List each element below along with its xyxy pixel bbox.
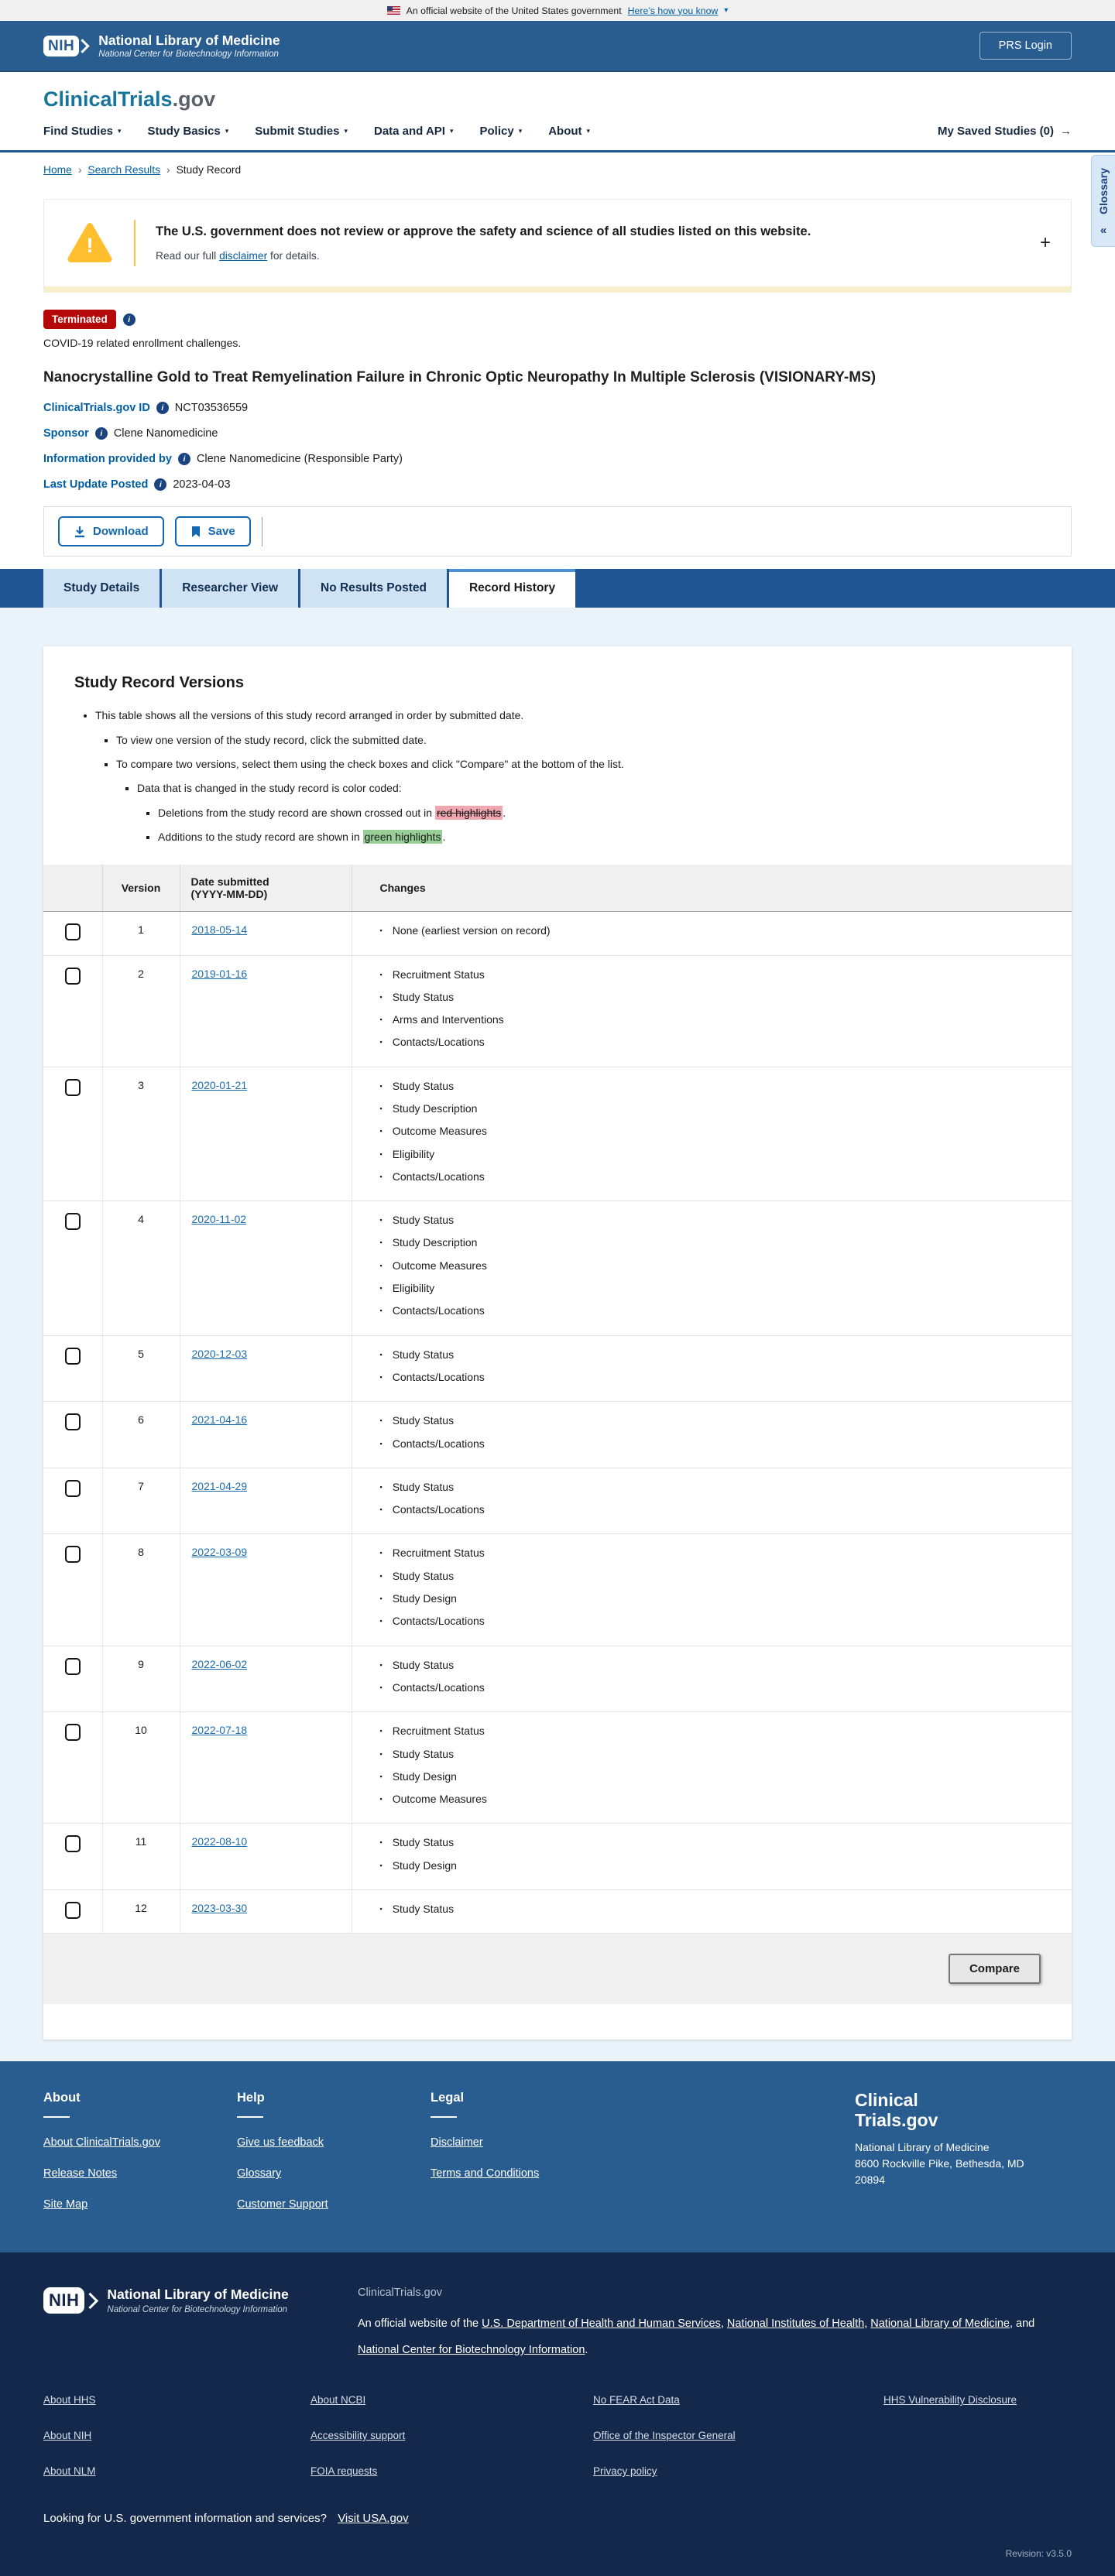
bookmark-icon bbox=[190, 526, 201, 538]
nav-item-submit-studies[interactable] bbox=[255, 125, 348, 138]
agency-link-column bbox=[883, 2394, 1017, 2501]
agency-link-column bbox=[310, 2394, 593, 2501]
disclaimer-link[interactable]: disclaimer bbox=[219, 250, 268, 262]
instruction-item: ▪ Data that is changed in the study record is color coded: ▪ Deletions from the study record are shown crossed out in red highlights . ▪ Additions to the study record are shown in green highlights . bbox=[137, 780, 1041, 844]
change-item: ▪ Study Status bbox=[380, 1901, 1072, 1917]
statement-separator: , and bbox=[1010, 2317, 1035, 2331]
date-link[interactable]: 2018-05-14 bbox=[191, 923, 248, 937]
breadcrumb-home[interactable]: Home bbox=[43, 164, 72, 176]
agency-link-about-nih[interactable]: About NIH bbox=[43, 2430, 92, 2441]
change-item: ▪ Study Status bbox=[380, 1078, 1072, 1094]
change-item: ▪ Study Status bbox=[380, 1413, 1072, 1428]
versions-table bbox=[43, 865, 1072, 2004]
version-checkbox[interactable] bbox=[65, 923, 81, 940]
version-checkbox[interactable] bbox=[65, 1348, 81, 1365]
table-row bbox=[43, 1824, 1072, 1890]
version-checkbox[interactable] bbox=[65, 1480, 81, 1497]
table-header-row bbox=[43, 865, 1072, 912]
agency-link-about-ncbi[interactable]: About NCBI bbox=[310, 2394, 366, 2406]
last-update-label: Last Update Posted bbox=[43, 478, 149, 492]
my-saved-studies-label: My Saved Studies (0) bbox=[937, 125, 1054, 138]
my-saved-studies-link[interactable] bbox=[938, 125, 1072, 138]
change-item: ▪ Study Description bbox=[380, 1235, 1072, 1250]
statement-link-national-library-of-medicine[interactable]: National Library of Medicine bbox=[870, 2317, 1010, 2331]
change-item: ▪ Recruitment Status bbox=[380, 1545, 1072, 1560]
version-number: 5 bbox=[102, 1335, 180, 1402]
info-icon[interactable]: i bbox=[156, 402, 169, 414]
version-number: 9 bbox=[102, 1646, 180, 1712]
footer-link-terms-and-conditions[interactable]: Terms and Conditions bbox=[431, 2167, 540, 2180]
tab-study-details[interactable]: Study Details bbox=[43, 569, 160, 608]
ncbi-org-name: National Center for Biotechnology Information bbox=[107, 2305, 288, 2315]
chevron-down-icon: ▾ bbox=[586, 127, 591, 135]
footer-link-about-clinicaltrials-gov[interactable]: About ClinicalTrials.gov bbox=[43, 2136, 160, 2150]
footer-brand-line2: Trials.gov bbox=[855, 2109, 938, 2130]
footer-address-line: National Library of Medicine bbox=[855, 2140, 990, 2153]
version-checkbox[interactable] bbox=[65, 1213, 81, 1230]
changes-list bbox=[352, 1347, 1072, 1386]
version-number: 3 bbox=[102, 1067, 180, 1201]
site-header bbox=[0, 72, 1115, 111]
nav-item-label: Data and API bbox=[374, 125, 445, 138]
expand-icon[interactable]: + bbox=[1039, 232, 1051, 253]
table-row bbox=[43, 1534, 1072, 1646]
disclaimer-subtext bbox=[156, 250, 811, 262]
agency-link-privacy-policy[interactable]: Privacy policy bbox=[593, 2465, 657, 2477]
breadcrumb-sep-icon: › bbox=[166, 164, 170, 176]
date-column-header: Date submitted (YYYY-MM-DD) bbox=[180, 865, 352, 912]
usa-gov-line bbox=[43, 2512, 1072, 2525]
glossary-label: Glossary bbox=[1097, 168, 1110, 214]
changes-list bbox=[352, 923, 1072, 938]
arrow-right-icon: → bbox=[1060, 125, 1072, 138]
date-link[interactable]: 2019-01-16 bbox=[191, 967, 248, 980]
chevron-down-icon: ▾ bbox=[118, 127, 122, 135]
gov-banner bbox=[0, 0, 1115, 21]
action-bar bbox=[43, 506, 1072, 557]
change-item: ▪ Study Status bbox=[380, 1479, 1072, 1495]
footer-brand-line1: Clinical bbox=[855, 2090, 918, 2111]
instruction-item: ▪ To compare two versions, select them using the check boxes and click "Compare" at the bottom of the list. ▪ Data that is changed in the study record is color coded: ▪ Deletions from the study record are shown crossed out in red highlights . ▪ Additions to the study record are shown in green highlights . bbox=[116, 756, 1041, 844]
table-row bbox=[43, 1646, 1072, 1712]
statement-separator: , bbox=[720, 2317, 727, 2331]
sponsor-value: Clene Nanomedicine bbox=[113, 427, 218, 440]
download-button[interactable] bbox=[58, 516, 164, 546]
breadcrumb-sep-icon: › bbox=[77, 164, 82, 176]
agency-link-grid bbox=[43, 2394, 1072, 2501]
main-nav bbox=[0, 125, 1115, 138]
footer-address-line: 20894 bbox=[855, 2173, 885, 2186]
table-row bbox=[43, 955, 1072, 1067]
nih-logo[interactable] bbox=[43, 36, 87, 57]
table-row bbox=[43, 912, 1072, 955]
logo-primary: ClinicalTrials bbox=[43, 87, 173, 111]
tab-record-history[interactable]: Record History bbox=[449, 569, 575, 608]
statement-separator: . bbox=[585, 2343, 588, 2356]
svg-text:!: ! bbox=[86, 232, 94, 257]
change-item: ▪ Study Status bbox=[380, 1746, 1072, 1762]
nav-item-label: Submit Studies bbox=[255, 125, 340, 138]
change-item: ▪ Outcome Measures bbox=[380, 1791, 1072, 1807]
version-number: 8 bbox=[102, 1534, 180, 1646]
footer-column-help bbox=[237, 2091, 431, 2229]
checkbox-column-header bbox=[43, 865, 102, 912]
agency-link-office-of-the-inspector-general[interactable]: Office of the Inspector General bbox=[593, 2430, 736, 2441]
nav-item-policy[interactable] bbox=[480, 125, 523, 138]
nih-logo-text: NIH bbox=[43, 2287, 84, 2314]
chevron-down-icon: ▾ bbox=[724, 6, 729, 15]
nav-item-data-and-api[interactable] bbox=[374, 125, 454, 138]
date-link[interactable]: 2023-03-30 bbox=[191, 1902, 248, 1915]
changes-list bbox=[352, 1078, 1072, 1184]
statement-prefix: An official website of the bbox=[358, 2317, 482, 2331]
info-icon[interactable]: i bbox=[95, 427, 108, 440]
change-item: ▪ Contacts/Locations bbox=[380, 1034, 1072, 1050]
how-you-know-link[interactable]: Here’s how you know bbox=[627, 5, 719, 16]
footer-link-glossary[interactable]: Glossary bbox=[237, 2167, 282, 2180]
change-item: ▪ Study Status bbox=[380, 1568, 1072, 1584]
footer-column-heading: About bbox=[43, 2091, 81, 2105]
change-item: ▪ Study Design bbox=[380, 1769, 1072, 1784]
page-title: Nanocrystalline Gold to Treat Remyelination Failure in Chronic Optic Neuropathy In Multiple Sclerosis (VISIONARY-MS) bbox=[43, 369, 877, 385]
change-item: ▪ Eligibility bbox=[380, 1280, 1072, 1296]
change-item: ▪ Contacts/Locations bbox=[380, 1169, 1072, 1184]
footer-address-line: 8600 Rockville Pike, Bethesda, MD bbox=[855, 2156, 1024, 2170]
nav-item-label: Find Studies bbox=[43, 125, 113, 138]
clinicaltrials-logo[interactable] bbox=[43, 87, 1072, 111]
change-item: ▪ Study Status bbox=[380, 1834, 1072, 1850]
table-row bbox=[43, 1402, 1072, 1468]
version-checkbox[interactable] bbox=[65, 1902, 81, 1919]
table-row bbox=[43, 1890, 1072, 1934]
agency-link-accessibility-support[interactable]: Accessibility support bbox=[310, 2430, 406, 2441]
change-item: ▪ Eligibility bbox=[380, 1146, 1072, 1162]
info-icon[interactable]: i bbox=[178, 453, 190, 465]
version-checkbox[interactable] bbox=[65, 1658, 81, 1675]
footer-column-heading: Legal bbox=[431, 2091, 465, 2105]
prs-login-button[interactable]: PRS Login bbox=[979, 32, 1072, 60]
logo-suffix: .gov bbox=[172, 87, 216, 111]
footer-link-site-map[interactable]: Site Map bbox=[43, 2198, 88, 2211]
sponsor-label: Sponsor bbox=[43, 427, 89, 440]
agency-link-no-fear-act-data[interactable]: No FEAR Act Data bbox=[593, 2394, 680, 2406]
change-item: ▪ Contacts/Locations bbox=[380, 1680, 1072, 1695]
nih-header bbox=[0, 21, 1115, 72]
nct-id-value: NCT03536559 bbox=[174, 402, 249, 415]
instruction-item: ▪ Additions to the study record are shown in green highlights . bbox=[158, 829, 1041, 844]
usa-gov-prompt: Looking for U.S. government information and services? bbox=[43, 2512, 328, 2525]
usa-gov-link[interactable]: Visit USA.gov bbox=[338, 2512, 409, 2525]
heading-underline bbox=[431, 2116, 457, 2118]
date-link[interactable]: 2022-08-10 bbox=[191, 1835, 248, 1848]
download-label: Download bbox=[93, 525, 149, 539]
version-number: 4 bbox=[102, 1201, 180, 1335]
compare-row bbox=[43, 1934, 1072, 2005]
footer-column-about bbox=[43, 2091, 237, 2229]
table-row bbox=[43, 1335, 1072, 1402]
heading-underline bbox=[237, 2116, 263, 2118]
footer-column-heading: Help bbox=[237, 2091, 265, 2105]
disclaimer-title: The U.S. government does not review or approve the safety and science of all studies listed on this website. bbox=[156, 224, 811, 238]
changes-list bbox=[352, 1545, 1072, 1629]
date-link[interactable]: 2020-11-02 bbox=[191, 1213, 247, 1226]
ncbi-org-name: National Center for Biotechnology Information bbox=[98, 49, 279, 59]
warning-triangle-icon bbox=[67, 222, 112, 264]
nav-item-label: Study Basics bbox=[147, 125, 221, 138]
tab-no-results-posted[interactable]: No Results Posted bbox=[300, 569, 447, 608]
nav-item-label: About bbox=[548, 125, 582, 138]
version-checkbox[interactable] bbox=[65, 968, 81, 985]
change-item: ▪ Contacts/Locations bbox=[380, 1436, 1072, 1451]
us-flag-icon bbox=[387, 6, 400, 15]
breadcrumb-search-results[interactable]: Search Results bbox=[87, 164, 160, 176]
version-checkbox[interactable] bbox=[65, 1546, 81, 1563]
date-link[interactable]: 2022-07-18 bbox=[191, 1724, 248, 1737]
version-checkbox[interactable] bbox=[65, 1413, 81, 1430]
status-note: COVID-19 related enrollment challenges. bbox=[43, 337, 242, 349]
section-heading: Study Record Versions bbox=[74, 674, 244, 692]
instruction-item: • This table shows all the versions of this study record arranged in order by submitted date. ▪ To view one version of the study record, click the submitted date. ▪ To compare two versions, select them using the check boxes and click "Compare" at the bottom of the list. ▪ Data that is changed in the study record is color coded: ▪ Deletions from the study record are shown crossed out in red highlights . ▪ Additions to the study record are shown in green highlights . bbox=[95, 707, 1041, 844]
record-history-card bbox=[43, 646, 1072, 2040]
info-provided-label: Information provided by bbox=[43, 453, 172, 466]
table-row bbox=[43, 1712, 1072, 1824]
footer-column-legal bbox=[431, 2091, 663, 2229]
agency-link-about-hhs[interactable]: About HHS bbox=[43, 2394, 96, 2406]
footer-link-disclaimer[interactable]: Disclaimer bbox=[431, 2136, 483, 2150]
date-link[interactable]: 2021-04-16 bbox=[191, 1413, 248, 1427]
version-number: 11 bbox=[102, 1824, 180, 1890]
change-item: ▪ Contacts/Locations bbox=[380, 1613, 1072, 1629]
change-item: ▪ Contacts/Locations bbox=[380, 1303, 1072, 1318]
table-row bbox=[43, 1067, 1072, 1201]
change-item: ▪ Arms and Interventions bbox=[380, 1012, 1072, 1027]
footer-address bbox=[855, 2139, 1072, 2188]
date-link[interactable]: 2021-04-29 bbox=[191, 1479, 248, 1492]
table-row bbox=[43, 1201, 1072, 1335]
footer-link-give-us-feedback[interactable]: Give us feedback bbox=[237, 2136, 324, 2150]
glossary-side-tab[interactable] bbox=[1091, 155, 1115, 247]
version-number: 2 bbox=[102, 955, 180, 1067]
version-number: 6 bbox=[102, 1402, 180, 1468]
site-name: ClinicalTrials.gov bbox=[358, 2287, 443, 2300]
heading-underline bbox=[43, 2116, 70, 2118]
collapse-icon: « bbox=[1100, 223, 1107, 237]
nct-id-label: ClinicalTrials.gov ID bbox=[43, 402, 150, 415]
change-item: ▪ Outcome Measures bbox=[380, 1123, 1072, 1139]
instruction-item: ▪ Deletions from the study record are shown crossed out in red highlights . bbox=[158, 805, 1041, 820]
gov-banner-text: An official website of the United States government bbox=[406, 5, 622, 16]
date-link[interactable]: 2022-03-09 bbox=[191, 1546, 248, 1559]
footer-link-release-notes[interactable]: Release Notes bbox=[43, 2167, 118, 2180]
nih-footer-logo[interactable] bbox=[43, 2287, 358, 2314]
agency-link-foia-requests[interactable]: FOIA requests bbox=[310, 2465, 378, 2477]
info-provided-value: Clene Nanomedicine (Responsible Party) bbox=[196, 453, 403, 466]
date-link[interactable]: 2022-06-02 bbox=[191, 1657, 248, 1670]
last-update-value: 2023-04-03 bbox=[173, 478, 231, 492]
official-statement bbox=[358, 2287, 1072, 2363]
info-icon[interactable]: i bbox=[123, 313, 136, 326]
change-item: ▪ Study Status bbox=[380, 1657, 1072, 1673]
nlm-org-name: National Library of Medicine bbox=[98, 33, 280, 49]
date-link[interactable]: 2020-01-21 bbox=[191, 1078, 248, 1091]
change-item: ▪ Recruitment Status bbox=[380, 1723, 1072, 1738]
statement-separator: , bbox=[864, 2317, 871, 2331]
red-highlight-example: red highlights bbox=[436, 806, 502, 819]
revision-label: Revision: v3.5.0 bbox=[1005, 2548, 1072, 2559]
change-item: ▪ Outcome Measures bbox=[380, 1258, 1072, 1273]
compare-button[interactable]: Compare bbox=[949, 1954, 1041, 1984]
changes-list bbox=[352, 1901, 1072, 1917]
disclaimer-text-block bbox=[134, 220, 811, 266]
save-label: Save bbox=[208, 525, 235, 539]
version-number: 10 bbox=[102, 1712, 180, 1824]
download-icon bbox=[74, 526, 86, 538]
change-item: ▪ Study Design bbox=[380, 1591, 1072, 1606]
chevron-down-icon: ▾ bbox=[449, 127, 454, 135]
nav-item-label: Policy bbox=[479, 125, 514, 138]
chevron-down-icon: ▾ bbox=[518, 127, 523, 135]
change-item: ▪ Recruitment Status bbox=[380, 967, 1072, 982]
version-checkbox[interactable] bbox=[65, 1835, 81, 1852]
save-button[interactable] bbox=[175, 516, 251, 546]
nlm-org-block bbox=[98, 33, 280, 59]
version-checkbox[interactable] bbox=[65, 1079, 81, 1096]
agency-link-about-nlm[interactable]: About NLM bbox=[43, 2465, 96, 2477]
status-badge: Terminated bbox=[43, 310, 116, 329]
nih-logo-text: NIH bbox=[43, 36, 79, 57]
version-column-header: Version bbox=[102, 865, 180, 912]
agency-footer bbox=[0, 2252, 1115, 2576]
agency-link-hhs-vulnerability-disclosure[interactable]: HHS Vulnerability Disclosure bbox=[883, 2394, 1017, 2406]
study-summary bbox=[0, 310, 1115, 491]
agency-link-column bbox=[43, 2394, 310, 2501]
info-icon[interactable]: i bbox=[154, 478, 166, 491]
breadcrumb bbox=[0, 152, 1115, 185]
nav-item-about[interactable] bbox=[548, 125, 590, 138]
agency-link-column bbox=[593, 2394, 883, 2501]
version-number: 1 bbox=[102, 912, 180, 955]
chevron-down-icon: ▾ bbox=[225, 127, 229, 135]
change-item: ▪ Study Design bbox=[380, 1858, 1072, 1873]
site-footer bbox=[0, 2061, 1115, 2252]
disclaimer-banner bbox=[43, 199, 1072, 293]
version-number: 7 bbox=[102, 1468, 180, 1534]
change-item: ▪ Contacts/Locations bbox=[380, 1369, 1072, 1385]
nav-item-study-basics[interactable] bbox=[148, 125, 229, 138]
nlm-org-name: National Library of Medicine bbox=[107, 2287, 289, 2303]
change-item: ▪ Study Status bbox=[380, 989, 1072, 1005]
version-number: 12 bbox=[102, 1890, 180, 1934]
change-item: ▪ Contacts/Locations bbox=[380, 1502, 1072, 1517]
changes-list bbox=[352, 1657, 1072, 1696]
disclaimer-suffix: for details. bbox=[267, 250, 320, 262]
change-item: ▪ Study Status bbox=[380, 1347, 1072, 1362]
date-link[interactable]: 2020-12-03 bbox=[191, 1347, 248, 1360]
version-checkbox[interactable] bbox=[65, 1724, 81, 1741]
footer-link-customer-support[interactable]: Customer Support bbox=[237, 2198, 328, 2211]
changes-column-header: Changes bbox=[352, 865, 1072, 912]
breadcrumb-current: Study Record bbox=[176, 164, 242, 176]
disclaimer-prefix: Read our full bbox=[156, 250, 220, 262]
changes-list bbox=[352, 967, 1072, 1050]
instructions bbox=[74, 707, 1041, 844]
statement-link-national-institutes-of-health[interactable]: National Institutes of Health bbox=[726, 2317, 865, 2331]
chevron-down-icon: ▾ bbox=[344, 127, 348, 135]
table-row bbox=[43, 1468, 1072, 1534]
instruction-item: ▪ To view one version of the study record, click the submitted date. bbox=[116, 732, 1041, 748]
tab-bar bbox=[0, 569, 1115, 608]
nav-item-find-studies[interactable] bbox=[43, 125, 122, 138]
footer-brand bbox=[855, 2091, 1072, 2229]
changes-list bbox=[352, 1723, 1072, 1807]
statement-link-u-s-department-of-health-and-human-services[interactable]: U.S. Department of Health and Human Services bbox=[482, 2317, 721, 2331]
record-history-section bbox=[0, 608, 1115, 2061]
statement-link-national-center-for-biotechnology-information[interactable]: National Center for Biotechnology Information bbox=[358, 2343, 585, 2356]
green-highlight-example: green highlights bbox=[364, 830, 441, 843]
nih-logo-chevron-icon bbox=[82, 2293, 98, 2309]
change-item: ▪ Study Status bbox=[380, 1212, 1072, 1228]
change-item: ▪ Study Description bbox=[380, 1101, 1072, 1116]
change-item: ▪ None (earliest version on record) bbox=[380, 923, 1072, 938]
tab-researcher-view[interactable]: Researcher View bbox=[162, 569, 298, 608]
changes-list bbox=[352, 1834, 1072, 1873]
changes-list bbox=[352, 1479, 1072, 1518]
changes-list bbox=[352, 1413, 1072, 1451]
changes-list bbox=[352, 1212, 1072, 1318]
